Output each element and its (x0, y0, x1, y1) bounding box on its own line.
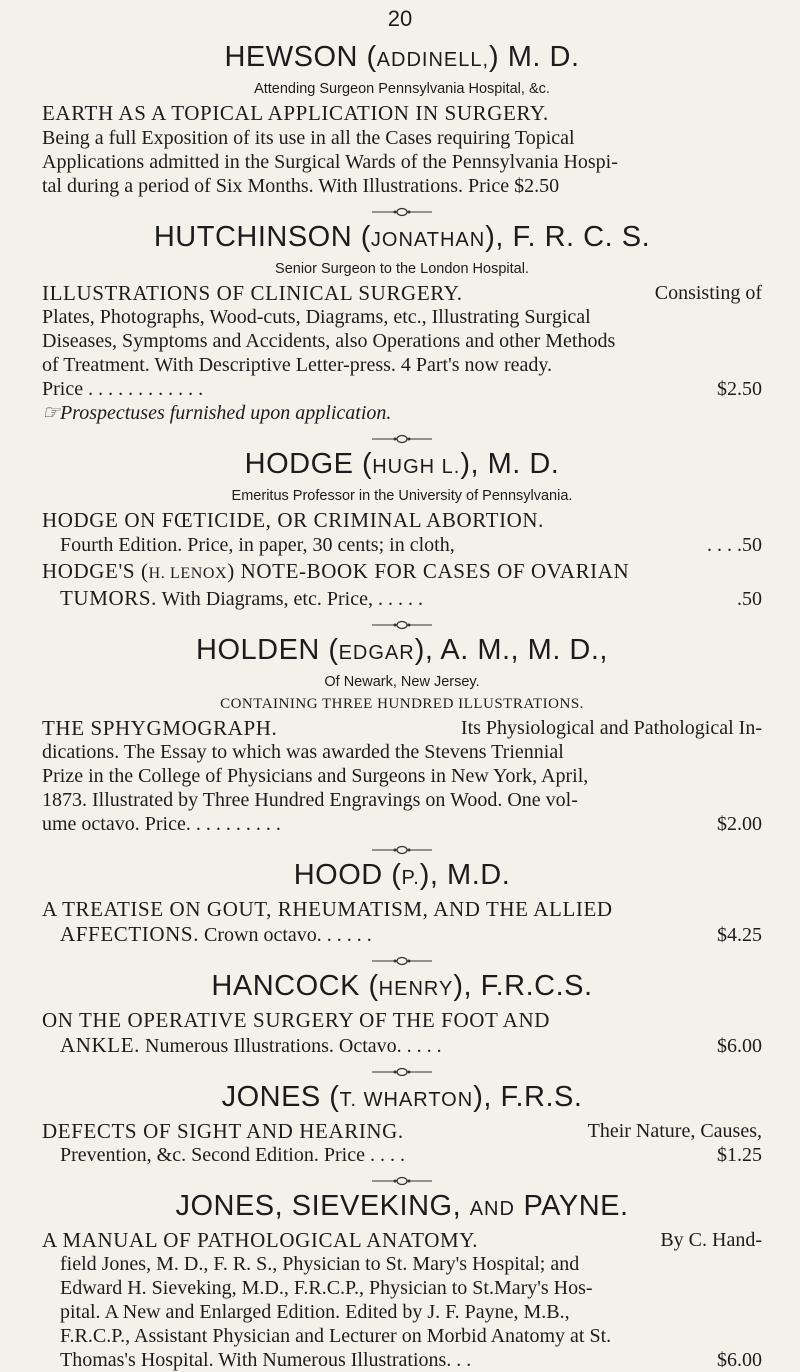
book-entry (42, 281, 762, 425)
author-degree: M. D. (487, 448, 560, 480)
price: $2.50 (717, 378, 762, 400)
note-text: Prospectuses furnished upon application. (59, 402, 392, 424)
author-affiliation: Attending Surgeon Pennsylvania Hospital, &c. (254, 81, 550, 97)
book-entry (42, 508, 762, 557)
author-heading (42, 1189, 762, 1226)
author-surname: HODGE (244, 448, 354, 480)
book-entry (42, 1008, 762, 1058)
author-surname: HUTCHINSON (153, 221, 353, 253)
author-surname: HOLDEN (196, 634, 320, 666)
price: $6.00 (717, 1349, 762, 1371)
book-description-line: Edward H. Sieveking, M.D., F.R.C.P., Physician to St.Mary's Hos- (60, 1277, 593, 1299)
entry-hutchinson (42, 220, 762, 425)
author-degree: A. M., M. D., (440, 634, 608, 666)
author-affiliation: Emeritus Professor in the University of Pennsylvania. (231, 488, 573, 504)
pointing-hand-icon: ☞ (42, 402, 60, 424)
book-description-line: Prevention, &c. Second Edition. Price . . . . (60, 1144, 405, 1166)
price: $1.25 (717, 1144, 762, 1166)
book-title-part: TUMORS. (60, 586, 157, 610)
author-affiliation: Senior Surgeon to the London Hospital. (275, 261, 529, 277)
book-entry (42, 1228, 762, 1372)
price: $2.00 (717, 813, 762, 835)
book-title: A TREATISE ON GOUT, RHEUMATISM, AND THE ALLIED (42, 897, 613, 921)
book-description-line: Plates, Photographs, Wood-cuts, Diagrams, etc., Illustrating Surgical (42, 306, 591, 328)
book-title-part: ANKLE. (60, 1033, 141, 1057)
entry-hewson (42, 40, 762, 198)
book-title-part: NOTE-BOOK FOR CASES OF OVARIAN (240, 559, 630, 583)
author-given-name: JONATHAN (370, 229, 486, 251)
entry-hancock (42, 969, 762, 1058)
author-heading: HOLDEN (EDGAR), A. M., M. D., (196, 634, 608, 666)
book-description-line: Their Nature, Causes, (587, 1120, 762, 1142)
book-title: HODGE'S (H. LENOX) NOTE-BOOK FOR CASES OF OVARIAN (42, 559, 630, 583)
book-description-line: Thomas's Hospital. With Numerous Illustrations. . . (60, 1349, 472, 1371)
price: $4.25 (717, 924, 762, 946)
book-title-part: AFFECTIONS. (60, 922, 200, 946)
book-title: DEFECTS OF SIGHT AND HEARING. (42, 1119, 404, 1143)
author-degree: F.R.S. (500, 1081, 583, 1113)
book-title: ON THE OPERATIVE SURGERY OF THE FOOT AND (42, 1008, 551, 1032)
author-heading: HANCOCK (HENRY), F.R.C.S. (211, 970, 593, 1002)
page-number: 20 (387, 6, 413, 31)
author-affiliation: Of Newark, New Jersey. (324, 674, 480, 690)
book-entry (42, 559, 762, 611)
entry-jones (42, 1080, 762, 1167)
section-divider (42, 617, 762, 627)
entry-hood (42, 858, 762, 947)
author-surnames: JONES, SIEVEKING, (175, 1190, 462, 1222)
author-given-name: T. WHARTON (339, 1089, 474, 1111)
price-label: Price . . . . . . . . . . . . (42, 378, 204, 400)
author-surname: JONES (221, 1081, 321, 1113)
book-description-line: By C. Hand- (660, 1229, 762, 1251)
book-entry (42, 897, 762, 947)
book-description-line: Prize in the College of Physicians and Surgeons in New York, April, (42, 765, 589, 787)
section-divider (42, 1173, 762, 1183)
prospectus-note (42, 401, 762, 425)
book-title-part: HODGE'S (42, 559, 136, 583)
author-heading: HUTCHINSON (JONATHAN), F. R. C. S. (153, 221, 651, 253)
author-degree: M.D. (447, 859, 511, 891)
author-given-name: ADDINELL, (376, 49, 490, 71)
author-surname: HOOD (293, 859, 383, 891)
book-entry (42, 1119, 762, 1167)
book-description-line: tal during a period of Six Months. With Illustrations. Price $2.50 (42, 175, 560, 197)
book-description-line: Crown octavo. . . . . . (204, 924, 372, 946)
author-degree: M. D. (507, 41, 580, 73)
illustrations-banner: CONTAINING THREE HUNDRED ILLUSTRATIONS. (220, 696, 584, 712)
section-divider (42, 431, 762, 441)
author-heading: HODGE (HUGH L.), M. D. (244, 448, 560, 480)
book-description-line: field Jones, M. D., F. R. S., Physician to St. Mary's Hospital; and (60, 1253, 580, 1275)
book-description-line: With Diagrams, etc. Price, . . . . . (161, 588, 423, 610)
book-description-line: pital. A New and Enlarged Edition. Edited by J. F. Payne, M.B., (60, 1301, 570, 1323)
book-title: HODGE ON FŒTICIDE, OR CRIMINAL ABORTION. (42, 508, 545, 532)
author-conjunction: AND (469, 1198, 515, 1220)
book-description-line: ume octavo. Price. . . . . . . . . . (42, 813, 281, 835)
author-degree: F. R. C. S. (512, 221, 651, 253)
entry-jones-sieveking-payne (42, 1189, 762, 1372)
book-description-line: Consisting of (654, 282, 762, 304)
book-description-line: F.R.C.P., Assistant Physician and Lecturer on Morbid Anatomy at St. (60, 1325, 612, 1347)
author-surname: HANCOCK (211, 970, 360, 1002)
author-heading: HOOD (P.), M.D. (293, 859, 511, 891)
section-divider (42, 204, 762, 214)
book-description-line: Fourth Edition. Price, in paper, 30 cents; in cloth, (60, 534, 455, 556)
author-surname: PAYNE. (523, 1190, 629, 1222)
book-title: A MANUAL OF PATHOLOGICAL ANATOMY. (42, 1228, 479, 1252)
author-given-name: EDGAR (338, 642, 415, 664)
book-description-line: Numerous Illustrations. Octavo. . . . . (145, 1035, 442, 1057)
author-given-name: P. (401, 867, 420, 889)
author-given-name: HENRY (378, 978, 454, 1000)
catalogue-content (42, 40, 762, 1372)
section-divider (42, 842, 762, 852)
book-title: ILLUSTRATIONS OF CLINICAL SURGERY. (42, 281, 463, 305)
author-surname: HEWSON (224, 41, 358, 73)
author-heading: HEWSON (ADDINELL,) M. D. (224, 41, 580, 73)
price: .50 (737, 588, 762, 610)
book-description-line: Diseases, Symptoms and Accidents, also Operations and other Methods (42, 330, 616, 352)
book-title: EARTH AS A TOPICAL APPLICATION IN SURGERY. (42, 101, 549, 125)
book-entry (42, 101, 762, 198)
book-title: THE SPHYGMOGRAPH. (42, 716, 278, 740)
book-description-line: Its Physiological and Pathological In- (460, 717, 762, 739)
author-heading: JONES (T. WHARTON), F.R.S. (221, 1081, 583, 1113)
book-description-line: of Treatment. With Descriptive Letter-press. 4 Part's now ready. (42, 354, 553, 376)
book-entry (42, 716, 762, 836)
book-description-line: dications. The Essay to which was awarded the Stevens Triennial (42, 741, 564, 763)
book-description-line: 1873. Illustrated by Three Hundred Engravings on Wood. One vol- (42, 789, 578, 811)
author-given-name: HUGH L. (372, 456, 461, 478)
entry-hodge (42, 447, 762, 611)
author-given-name: H. LENOX (148, 565, 228, 582)
book-description-line: Applications admitted in the Surgical Wards of the Pennsylvania Hospi- (42, 151, 618, 173)
entry-holden (42, 633, 762, 836)
leader-dots: . . . (707, 534, 732, 556)
price: $6.00 (717, 1035, 762, 1057)
section-divider (42, 1064, 762, 1074)
book-description-line: Being a full Exposition of its use in all the Cases requiring Topical (42, 127, 575, 149)
section-divider (42, 953, 762, 963)
price: .50 (737, 534, 762, 556)
author-degree: F.R.C.S. (480, 970, 593, 1002)
